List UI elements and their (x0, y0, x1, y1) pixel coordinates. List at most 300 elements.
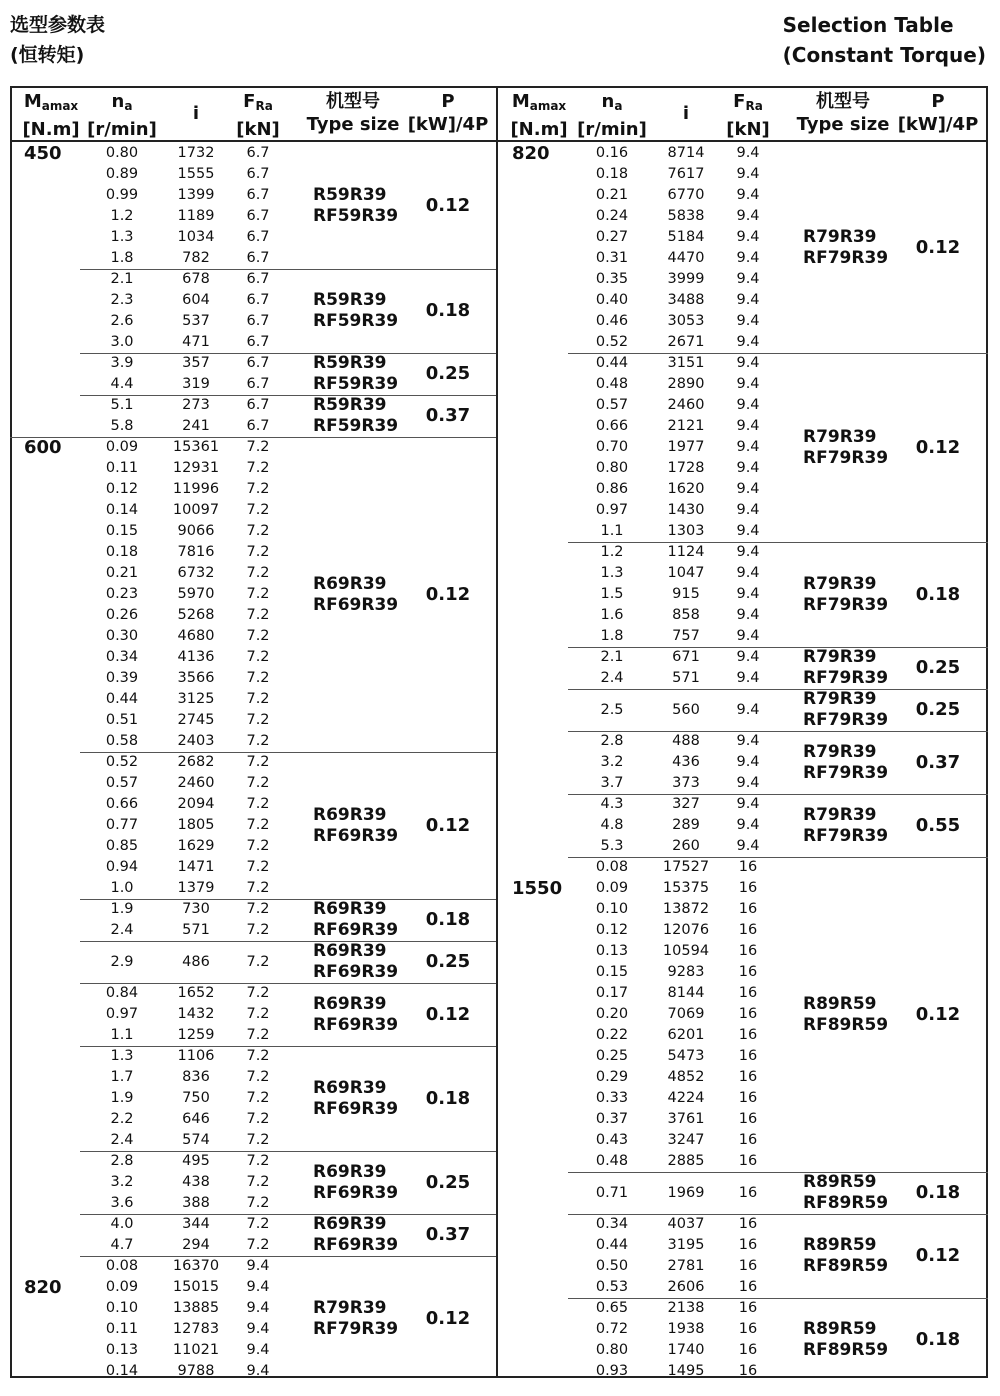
row-force: 16 (738, 964, 758, 980)
row-ratio: 4680 (177, 628, 215, 644)
row-ratio: 12783 (172, 1321, 220, 1337)
type-size-line2: RF89R59 (803, 1014, 889, 1035)
row-force: 9.4 (246, 1321, 270, 1337)
row-ratio: 319 (182, 376, 210, 392)
group-divider (568, 647, 988, 648)
group-type-size (313, 899, 398, 941)
group-divider (80, 1256, 496, 1257)
row-ratio: 4037 (667, 1216, 705, 1232)
row-speed: 0.35 (595, 271, 629, 287)
row-force: 9.4 (736, 355, 760, 371)
row-speed: 1.0 (110, 880, 134, 896)
row-speed: 0.25 (595, 1048, 629, 1064)
row-ratio: 1652 (177, 985, 215, 1001)
row-force: 7.2 (246, 544, 270, 560)
row-force: 9.4 (736, 586, 760, 602)
header-speed-symbol: n (111, 91, 125, 112)
torque-value: 820 (24, 1277, 62, 1298)
header-speed (82, 90, 162, 141)
row-force: 7.2 (246, 796, 270, 812)
row-force: 7.2 (246, 649, 270, 665)
row-force: 9.4 (736, 628, 760, 644)
group-type-size (803, 994, 888, 1036)
row-speed: 0.66 (105, 796, 139, 812)
header-torque-subscript: amax (41, 99, 79, 113)
row-ratio: 2885 (667, 1153, 705, 1169)
row-speed: 0.11 (105, 1321, 139, 1337)
row-force: 6.7 (246, 187, 270, 203)
row-ratio: 1047 (667, 565, 705, 581)
row-speed: 2.3 (110, 292, 134, 308)
type-size-line1: R79R39 (803, 227, 877, 247)
row-force: 6.7 (246, 145, 270, 161)
row-speed: 0.33 (595, 1090, 629, 1106)
group-type-size (313, 1078, 398, 1120)
row-speed: 2.1 (110, 271, 134, 287)
row-ratio: 1259 (177, 1027, 215, 1043)
group-type-size (313, 290, 398, 332)
row-ratio: 646 (182, 1111, 210, 1127)
row-ratio: 2745 (177, 712, 215, 728)
group-type-size (803, 805, 888, 847)
row-speed: 1.7 (110, 1069, 134, 1085)
group-power: 0.25 (425, 951, 471, 972)
row-ratio: 10097 (172, 502, 220, 518)
row-speed: 0.09 (105, 1279, 139, 1295)
row-force: 6.7 (246, 313, 270, 329)
row-speed: 0.40 (595, 292, 629, 308)
header-force-subscript: Ra (745, 99, 763, 113)
row-ratio: 5838 (667, 208, 705, 224)
row-speed: 0.14 (105, 502, 139, 518)
type-size-line1: R79R39 (803, 573, 877, 594)
row-speed: 1.1 (600, 523, 624, 539)
type-size-line1: R79R39 (803, 804, 877, 825)
row-ratio: 560 (672, 702, 700, 718)
row-speed: 0.53 (595, 1279, 629, 1295)
group-power: 0.12 (425, 583, 471, 605)
group-type-size (313, 574, 398, 616)
row-force: 7.2 (246, 502, 270, 518)
row-speed: 0.31 (595, 250, 629, 266)
torque-value: 820 (512, 143, 550, 164)
row-force: 6.7 (246, 292, 270, 308)
row-force: 9.4 (736, 397, 760, 413)
row-force: 7.2 (246, 1174, 270, 1190)
table-left-half (10, 86, 496, 1378)
row-speed: 0.13 (105, 1342, 139, 1358)
group-type-size (803, 574, 888, 616)
type-size-line1: R79R39 (803, 647, 877, 667)
row-force: 9.4 (736, 439, 760, 455)
row-speed: 3.0 (110, 334, 134, 350)
row-speed: 0.72 (595, 1321, 629, 1337)
row-ratio: 5473 (667, 1048, 705, 1064)
row-ratio: 574 (182, 1132, 210, 1148)
row-force: 6.7 (246, 418, 270, 434)
row-speed: 1.1 (110, 1027, 134, 1043)
row-speed: 2.4 (110, 1132, 134, 1148)
group-type-size (313, 805, 398, 847)
row-speed: 3.2 (600, 754, 624, 770)
row-speed: 5.1 (110, 397, 134, 413)
row-ratio: 1430 (667, 502, 705, 518)
group-type-size (313, 994, 398, 1036)
type-size-line2: RF69R39 (313, 825, 399, 846)
type-size-line2: RF69R39 (313, 920, 399, 940)
group-type-size (313, 395, 398, 437)
row-speed: 0.13 (595, 943, 629, 959)
row-speed: 2.4 (110, 922, 134, 938)
row-speed: 4.0 (110, 1216, 134, 1232)
row-ratio: 571 (182, 922, 210, 938)
row-force: 7.2 (246, 481, 270, 497)
row-force: 7.2 (246, 523, 270, 539)
row-ratio: 3999 (667, 271, 705, 287)
row-force: 7.2 (246, 1027, 270, 1043)
row-force: 9.4 (736, 250, 760, 266)
row-ratio: 2671 (667, 334, 705, 350)
header-speed-subscript: a (614, 99, 623, 113)
row-force: 6.7 (246, 250, 270, 266)
row-force: 6.7 (246, 376, 270, 392)
group-type-size (803, 227, 888, 269)
row-ratio: 3761 (667, 1111, 705, 1127)
row-speed: 0.18 (105, 544, 139, 560)
header-torque-subscript: amax (529, 99, 567, 113)
row-ratio: 604 (182, 292, 210, 308)
group-power: 0.12 (915, 237, 961, 258)
row-speed: 0.23 (105, 586, 139, 602)
row-ratio: 782 (182, 250, 210, 266)
group-power: 0.37 (915, 751, 961, 773)
type-size-line2: RF69R39 (313, 1235, 399, 1255)
row-force: 7.2 (246, 733, 270, 749)
row-force: 16 (738, 1279, 758, 1295)
group-divider (80, 1046, 496, 1047)
group-power: 0.25 (915, 657, 961, 678)
type-size-line1: R69R39 (313, 899, 387, 919)
row-force: 9.4 (736, 523, 760, 539)
row-ratio: 327 (672, 796, 700, 812)
row-force: 7.2 (246, 1048, 270, 1064)
row-force: 9.4 (736, 208, 760, 224)
row-speed: 1.3 (110, 229, 134, 245)
group-divider (80, 1151, 496, 1152)
row-ratio: 2460 (177, 775, 215, 791)
row-speed: 0.97 (105, 1006, 139, 1022)
row-speed: 0.43 (595, 1132, 629, 1148)
row-force: 7.2 (246, 859, 270, 875)
header-power-symbol: P (931, 91, 945, 112)
group-type-size (313, 185, 398, 227)
row-force: 9.4 (736, 754, 760, 770)
row-ratio: 1399 (177, 187, 215, 203)
table-right-half (498, 86, 988, 1378)
row-ratio: 2460 (667, 397, 705, 413)
type-size-line2: RF59R39 (313, 374, 399, 394)
row-speed: 5.8 (110, 418, 134, 434)
row-ratio: 1629 (177, 838, 215, 854)
group-power: 0.12 (425, 814, 471, 836)
row-force: 7.2 (246, 1153, 270, 1169)
type-size-line1: R89R59 (803, 993, 877, 1014)
row-speed: 4.7 (110, 1237, 134, 1253)
row-force: 7.2 (246, 775, 270, 791)
row-force: 9.4 (246, 1342, 270, 1358)
row-speed: 0.84 (105, 985, 139, 1001)
row-speed: 3.7 (600, 775, 624, 791)
row-force: 6.7 (246, 334, 270, 350)
row-force: 9.4 (736, 292, 760, 308)
row-speed: 3.2 (110, 1174, 134, 1190)
group-divider (568, 731, 988, 732)
row-ratio: 3195 (667, 1237, 705, 1253)
row-ratio: 2682 (177, 754, 215, 770)
header-force-unit: [kN] (236, 119, 280, 140)
row-force: 7.2 (246, 586, 270, 602)
row-ratio: 241 (182, 418, 210, 434)
row-force: 9.4 (736, 460, 760, 476)
row-ratio: 1471 (177, 859, 215, 875)
row-force: 9.4 (736, 271, 760, 287)
row-force: 7.2 (246, 1111, 270, 1127)
header-power (893, 90, 983, 136)
row-force: 6.7 (246, 397, 270, 413)
row-ratio: 13885 (172, 1300, 220, 1316)
type-size-line1: R59R39 (313, 185, 387, 205)
row-force: 7.2 (246, 838, 270, 854)
header-speed-unit: [r/min] (577, 119, 647, 140)
row-speed: 0.93 (595, 1363, 629, 1379)
row-speed: 2.4 (600, 670, 624, 686)
row-ratio: 11021 (172, 1342, 220, 1358)
header-torque-unit: [N.m] (22, 119, 80, 140)
header-torque (504, 90, 574, 141)
group-divider (568, 353, 988, 354)
row-speed: 2.6 (110, 313, 134, 329)
row-ratio: 4136 (177, 649, 215, 665)
row-speed: 3.6 (110, 1195, 134, 1211)
row-speed: 1.9 (110, 901, 134, 917)
row-ratio: 16370 (172, 1258, 220, 1274)
row-speed: 0.52 (595, 334, 629, 350)
type-size-line2: RF69R39 (313, 1182, 399, 1203)
row-ratio: 9283 (667, 964, 705, 980)
row-ratio: 2403 (177, 733, 215, 749)
type-size-line2: RF79R39 (313, 1319, 399, 1339)
row-ratio: 344 (182, 1216, 210, 1232)
row-speed: 0.48 (595, 376, 629, 392)
row-force: 7.2 (246, 985, 270, 1001)
group-type-size (313, 941, 398, 983)
row-speed: 4.4 (110, 376, 134, 392)
row-force: 16 (738, 1321, 758, 1337)
row-force: 7.2 (246, 880, 270, 896)
row-force: 16 (738, 1342, 758, 1358)
row-ratio: 4470 (667, 250, 705, 266)
row-force: 9.4 (736, 229, 760, 245)
row-ratio: 7617 (667, 166, 705, 182)
row-force: 16 (738, 1090, 758, 1106)
row-ratio: 858 (672, 607, 700, 623)
row-speed: 0.71 (595, 1185, 629, 1201)
torque-value: 1550 (512, 878, 563, 899)
type-size-line1: R79R39 (803, 689, 877, 709)
group-divider (568, 1172, 988, 1173)
row-force: 9.4 (736, 733, 760, 749)
header-force (233, 90, 283, 141)
row-force: 9.4 (736, 817, 760, 833)
row-speed: 0.18 (595, 166, 629, 182)
group-type-size (803, 427, 888, 469)
type-size-line1: R59R39 (313, 395, 387, 415)
row-ratio: 12076 (662, 922, 710, 938)
row-force: 9.4 (736, 187, 760, 203)
row-force: 7.2 (246, 1195, 270, 1211)
row-speed: 0.51 (105, 712, 139, 728)
row-ratio: 2094 (177, 796, 215, 812)
row-speed: 0.80 (595, 1342, 629, 1358)
row-force: 9.4 (736, 796, 760, 812)
type-size-line2: RF89R59 (803, 1340, 889, 1360)
row-force: 9.4 (736, 838, 760, 854)
row-ratio: 730 (182, 901, 210, 917)
type-size-line1: R79R39 (803, 741, 877, 762)
row-ratio: 388 (182, 1195, 210, 1211)
group-divider (10, 437, 496, 438)
row-force: 7.2 (246, 817, 270, 833)
group-power: 0.37 (425, 405, 471, 426)
row-speed: 0.21 (595, 187, 629, 203)
group-divider (568, 1214, 988, 1215)
type-size-line2: RF79R39 (803, 594, 889, 615)
row-ratio: 1189 (177, 208, 215, 224)
header-power (403, 90, 493, 136)
title-en-line2: (Constant Torque) (782, 43, 986, 67)
header-type-zh: 机型号 (326, 91, 380, 112)
row-ratio: 3125 (177, 691, 215, 707)
row-ratio: 757 (672, 628, 700, 644)
row-force: 9.4 (736, 565, 760, 581)
row-force: 16 (738, 901, 758, 917)
row-force: 9.4 (246, 1363, 270, 1379)
header-power-symbol: P (441, 91, 455, 112)
row-speed: 0.20 (595, 1006, 629, 1022)
group-type-size (313, 1298, 398, 1340)
row-ratio: 1969 (667, 1185, 705, 1201)
row-force: 9.4 (736, 313, 760, 329)
row-speed: 1.8 (600, 628, 624, 644)
type-size-line1: R69R39 (313, 1077, 387, 1098)
row-ratio: 488 (672, 733, 700, 749)
type-size-line2: RF89R59 (803, 1193, 889, 1213)
row-ratio: 1124 (667, 544, 705, 560)
header-type-zh: 机型号 (816, 91, 870, 112)
row-ratio: 4852 (667, 1069, 705, 1085)
group-power: 0.12 (425, 1003, 471, 1025)
row-ratio: 1728 (667, 460, 705, 476)
row-force: 16 (738, 1111, 758, 1127)
group-power: 0.12 (425, 1308, 471, 1329)
header-type-en: Type size (796, 114, 890, 135)
row-ratio: 357 (182, 355, 210, 371)
row-speed: 1.8 (110, 250, 134, 266)
type-size-line2: RF59R39 (313, 206, 399, 226)
row-ratio: 571 (672, 670, 700, 686)
row-ratio: 11996 (172, 481, 220, 497)
row-speed: 0.12 (595, 922, 629, 938)
row-force: 9.4 (736, 166, 760, 182)
row-speed: 0.65 (595, 1300, 629, 1316)
row-force: 7.2 (246, 460, 270, 476)
row-ratio: 15375 (662, 880, 710, 896)
row-speed: 0.21 (105, 565, 139, 581)
row-ratio: 2890 (667, 376, 705, 392)
group-power: 0.18 (915, 1329, 961, 1350)
row-speed: 0.50 (595, 1258, 629, 1274)
row-ratio: 6770 (667, 187, 705, 203)
row-speed: 1.3 (600, 565, 624, 581)
row-speed: 0.37 (595, 1111, 629, 1127)
row-force: 6.7 (246, 271, 270, 287)
header-type-en: Type size (306, 114, 400, 135)
group-type-size (313, 1162, 398, 1204)
row-force: 9.4 (736, 607, 760, 623)
row-force: 9.4 (246, 1258, 270, 1274)
group-power: 0.25 (425, 363, 471, 384)
type-size-line1: R59R39 (313, 353, 387, 373)
row-force: 16 (738, 1153, 758, 1169)
group-divider (80, 1214, 496, 1215)
row-ratio: 2121 (667, 418, 705, 434)
row-force: 16 (738, 1300, 758, 1316)
row-force: 16 (738, 1132, 758, 1148)
row-force: 16 (738, 922, 758, 938)
group-power: 0.37 (425, 1224, 471, 1245)
row-force: 16 (738, 985, 758, 1001)
type-size-line1: R69R39 (313, 1214, 387, 1234)
row-speed: 3.9 (110, 355, 134, 371)
row-ratio: 3247 (667, 1132, 705, 1148)
row-force: 7.2 (246, 712, 270, 728)
row-speed: 2.9 (110, 954, 134, 970)
type-size-line2: RF79R39 (803, 710, 889, 730)
row-force: 7.2 (246, 439, 270, 455)
row-ratio: 438 (182, 1174, 210, 1190)
row-speed: 0.30 (105, 628, 139, 644)
row-ratio: 294 (182, 1237, 210, 1253)
group-divider (568, 542, 988, 543)
row-speed: 0.12 (105, 481, 139, 497)
row-speed: 0.94 (105, 859, 139, 875)
row-speed: 0.15 (105, 523, 139, 539)
header-force-subscript: Ra (255, 99, 273, 113)
row-force: 16 (738, 1027, 758, 1043)
header-speed (572, 90, 652, 141)
row-speed: 0.08 (595, 859, 629, 875)
type-size-line2: RF69R39 (313, 594, 399, 615)
row-speed: 0.89 (105, 166, 139, 182)
row-speed: 0.86 (595, 481, 629, 497)
row-speed: 0.34 (595, 1216, 629, 1232)
row-ratio: 1732 (177, 145, 215, 161)
row-speed: 0.09 (105, 439, 139, 455)
row-force: 16 (738, 1237, 758, 1253)
row-speed: 4.8 (600, 817, 624, 833)
row-ratio: 6201 (667, 1027, 705, 1043)
row-speed: 0.10 (595, 901, 629, 917)
